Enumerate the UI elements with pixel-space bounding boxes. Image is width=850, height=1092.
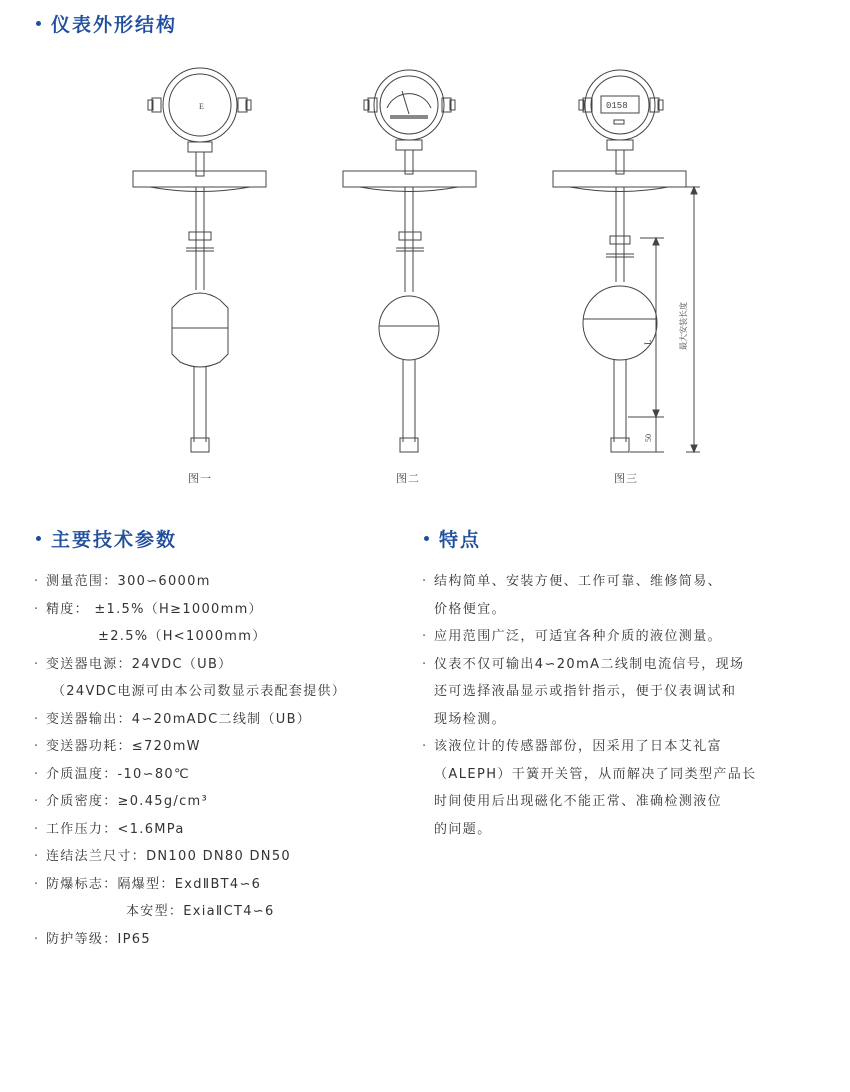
section-title-text: 主要技术参数 bbox=[51, 529, 178, 551]
spec-item: · 测量范围：300∽6000m bbox=[34, 574, 211, 589]
spec-item: · 防爆标志：隔爆型：ExdⅡBT4∽6 bbox=[34, 876, 262, 892]
figure-3-drawing bbox=[553, 70, 700, 452]
spec-item: · 精度： ±1.5%（H≥1000mm） bbox=[34, 601, 263, 617]
spec-item: · 连结法兰尺寸：DN100 DN80 DN50 bbox=[34, 849, 291, 864]
feature-item: · 仪表不仅可输出4∽20mA二线制电流信号，现场 还可选择液晶显示或指针指示，便于仪表调试和 现场检测。 bbox=[422, 656, 745, 727]
instrument-figures bbox=[0, 60, 850, 500]
figure-1-display: E bbox=[199, 102, 204, 111]
figure-label-3: 图三 bbox=[614, 472, 638, 485]
specs-list bbox=[34, 568, 346, 953]
section-title-features bbox=[424, 525, 481, 552]
section-title-specs bbox=[36, 525, 177, 552]
spec-item: 本安型：ExiaⅡCT4∽6 bbox=[126, 904, 275, 919]
spec-item: · 介质密度：≥0.45g/cm³ bbox=[34, 794, 208, 809]
spec-item: · 变送器功耗：≤720mW bbox=[34, 739, 201, 754]
spec-item: · 变送器输出：4∽20mADC二线制（UB） bbox=[34, 711, 312, 727]
figure-3-display: 0158 bbox=[606, 101, 628, 111]
feature-item: · 应用范围广泛，可适宜各种介质的液位测量。 bbox=[422, 629, 723, 644]
figure-label-1: 图一 bbox=[188, 472, 212, 485]
dim-L: L bbox=[643, 339, 653, 345]
feature-item: · 结构简单、安装方便、工作可靠、维修简易、 价格便宜。 bbox=[422, 574, 723, 617]
dim-bottom: 50 bbox=[644, 434, 653, 442]
dim-max-length: 最大安装长度 bbox=[679, 302, 688, 350]
spec-item: · 防护等级：IP65 bbox=[34, 931, 151, 947]
bullet-dot bbox=[424, 536, 429, 541]
figure-2-drawing bbox=[343, 70, 476, 452]
features-list bbox=[422, 568, 822, 843]
figure-1-drawing bbox=[133, 68, 266, 452]
bullet-dot bbox=[36, 21, 41, 26]
spec-item: ±2.5%（H<1000mm） bbox=[98, 629, 267, 644]
section-title-text: 仪表外形结构 bbox=[51, 14, 178, 36]
spec-item: · 变送器电源：24VDC（UB） bbox=[34, 656, 233, 672]
figure-label-2: 图二 bbox=[396, 472, 420, 485]
spec-item: · 工作压力：<1.6MPa bbox=[34, 821, 185, 837]
spec-item: （24VDC电源可由本公司数显示表配套提供） bbox=[52, 684, 347, 699]
spec-item: · 介质温度：-10∽80℃ bbox=[34, 766, 190, 782]
bullet-dot bbox=[36, 536, 41, 541]
section-title-text: 特点 bbox=[439, 529, 482, 551]
section-title-structure bbox=[36, 10, 177, 37]
feature-item: · 该液位计的传感器部份，因采用了日本艾礼富 （ALEPH）干簧开关管，从而解决了同类型产品长 时间使用后出现磁化不能正常、准确检测液位 的问题。 bbox=[422, 739, 757, 837]
